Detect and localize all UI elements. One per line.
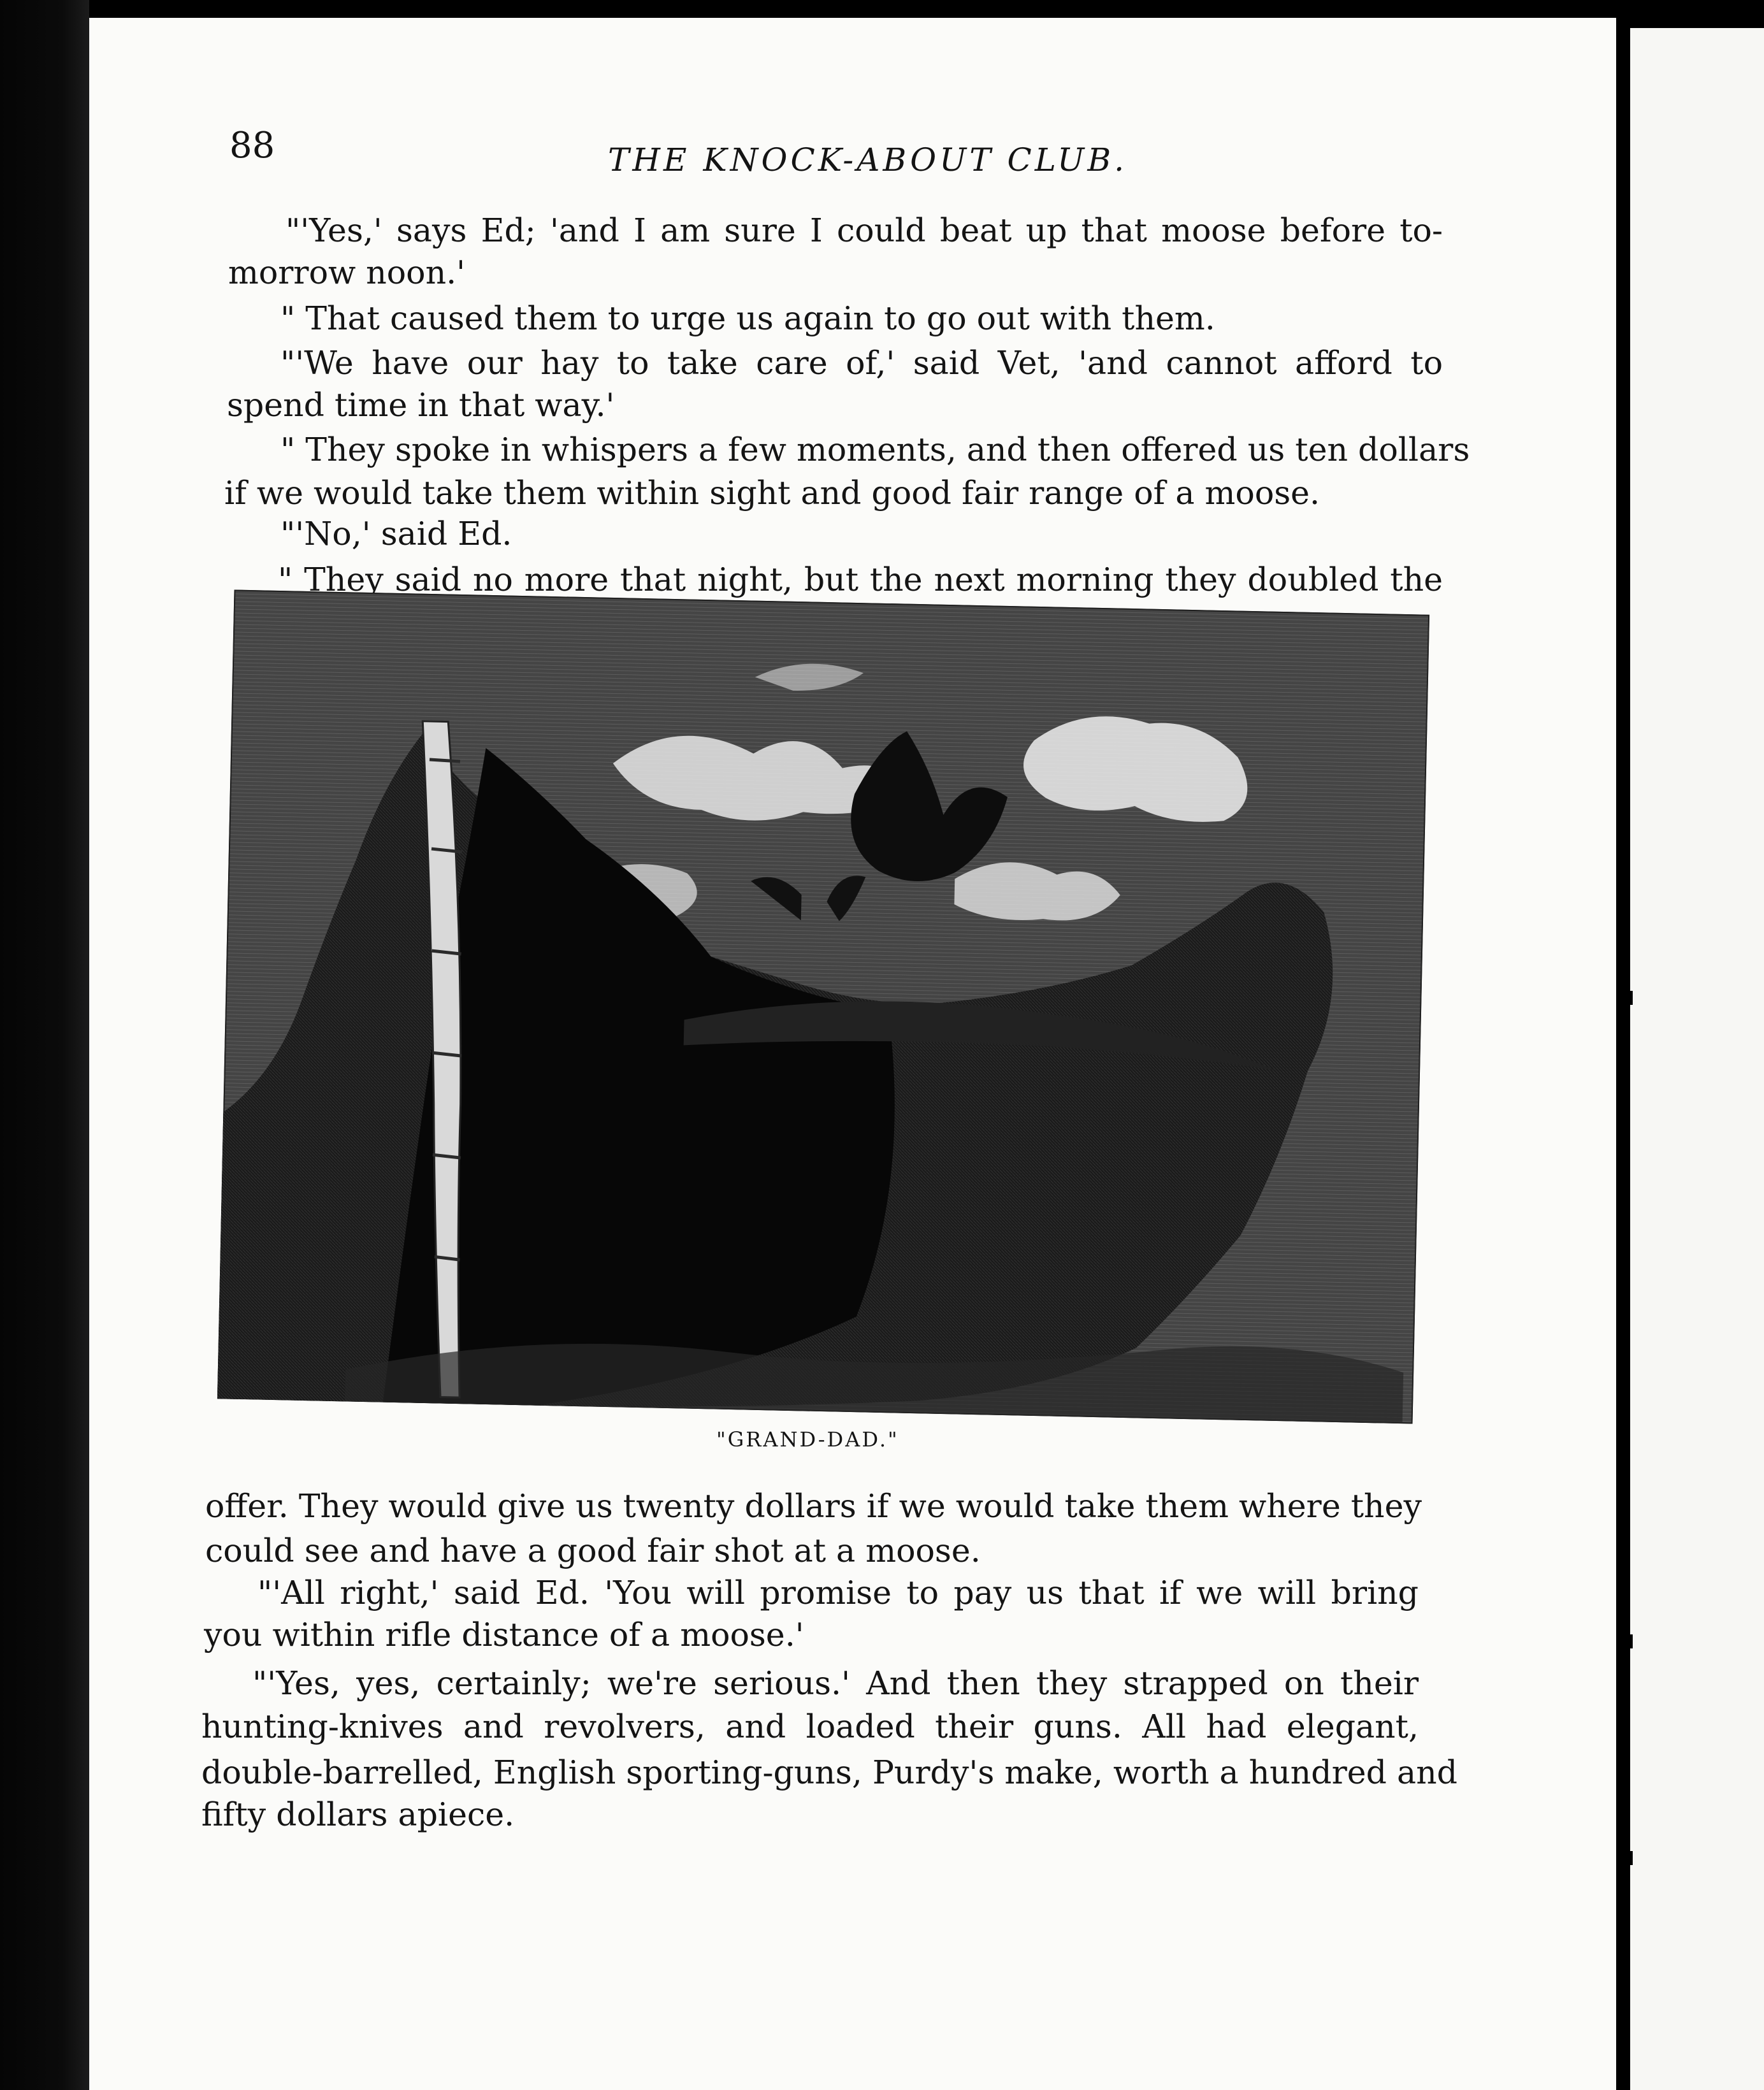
text-line: morrow noon.' (228, 254, 466, 291)
page-gutter (1616, 18, 1630, 2090)
text-line: double-barrelled, English sporting-guns, Purdy's make, worth a hundred and (201, 1754, 1457, 1791)
text-line: hunting-knives and revolvers, and loaded their guns. All had elegant, (201, 1708, 1419, 1745)
text-line: you within rifle distance of a moose.' (204, 1616, 804, 1654)
illustration-moose-engraving (217, 589, 1429, 1423)
text-line: fifty dollars apiece. (201, 1796, 515, 1833)
text-line: " They spoke in whispers a few moments, and then offered us ten dollars (280, 431, 1470, 468)
text-line: " That caused them to urge us again to go out with them. (280, 299, 1215, 337)
figure-caption: "GRAND-DAD." (716, 1427, 899, 1452)
text-line: "'All right,' said Ed. 'You will promise to pay us that if we will bring (257, 1574, 1419, 1611)
text-line: offer. They would give us twenty dollars if we would take them where they (205, 1487, 1422, 1525)
text-line: if we would take them within sight and good fair range of a moose. (224, 474, 1320, 512)
text-line: "'We have our hay to take care of,' said Vet, 'and cannot afford to (280, 344, 1443, 382)
text-line: could see and have a good fair shot at a moose. (205, 1532, 981, 1569)
binding-mark (1624, 991, 1633, 1005)
text-line: "'No,' said Ed. (280, 515, 512, 552)
binding-mark (1624, 1851, 1633, 1865)
text-line: " They said no more that night, but the next morning they doubled the (278, 561, 1443, 598)
text-line: "'Yes,' says Ed; 'and I am sure I could beat up that moose before to- (286, 212, 1443, 249)
book-edge (0, 0, 89, 2090)
binding-mark (1624, 1634, 1633, 1648)
facing-page-edge (1630, 28, 1764, 2090)
text-line: spend time in that way.' (227, 386, 615, 424)
text-line: "'Yes, yes, certainly; we're serious.' And then they strapped on their (252, 1664, 1419, 1702)
page-number: 88 (229, 125, 275, 166)
running-head-title: THE KNOCK-ABOUT CLUB. (608, 141, 1127, 178)
